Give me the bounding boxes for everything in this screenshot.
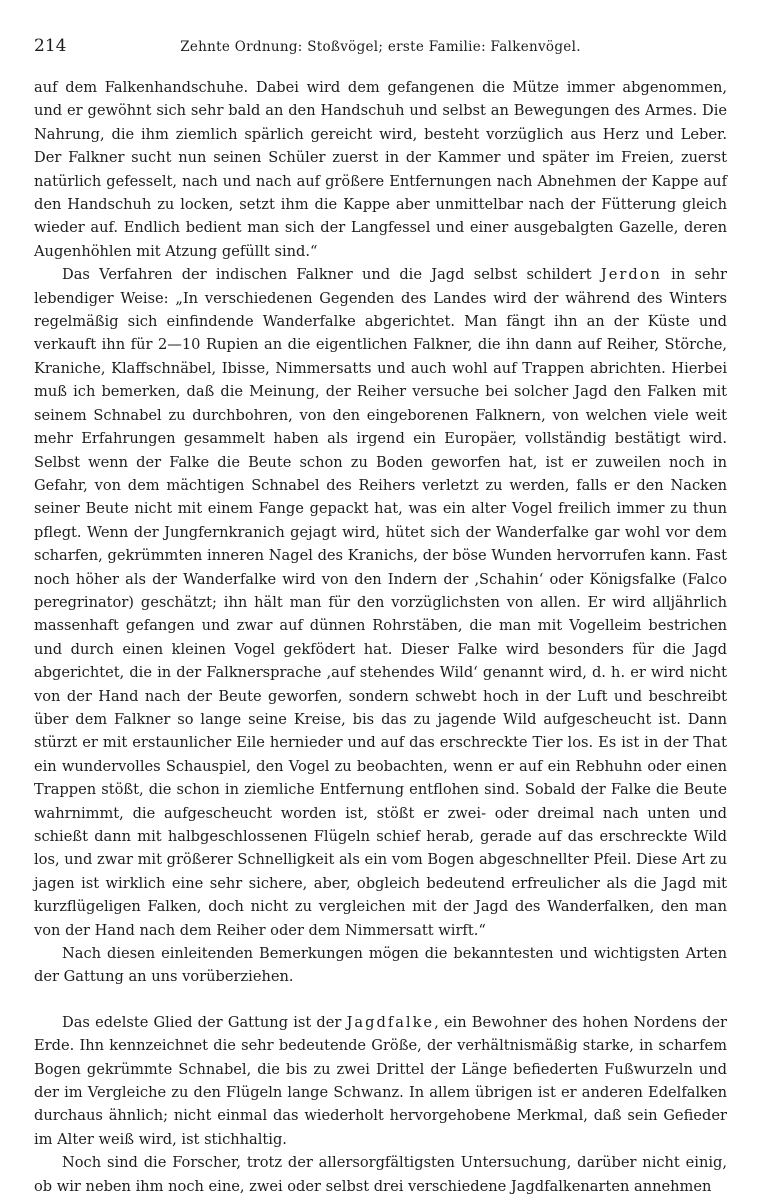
- paragraph: [34, 263, 727, 942]
- paragraph-text: in sehr lebendiger Weise: „In verschiedenen Gegenden des Landes wird der während des Winters regelmäßig sich einfindende Wanderfalke abgerichtet. Man fängt ihn an der Küste und verkauft ihn für 2—10 Rupien an die eigentlichen Falkner, die ihn dann auf Reiher, Störche, Kraniche, Klaffschnäbel, Ibisse, Nimmersatts und auch wohl auf Trappen abrichten. Hierbei muß ich bemerken, daß die Meinung, der Reiher versuche bei solcher Jagd den Falken mit seinem Schnabel zu durchbohren, von den eingeborenen Falknern, von welchen viele weit mehr Erfahrungen gesammelt haben als irgend ein Europäer, vollständig bestätigt wird. Selbst wenn der Falke die Beute schon zu Boden geworfen hat, ist er zuweilen noch in Gefahr, von dem mächtigen Schnabel des Reihers verletzt zu werden, falls er den Nacken seiner Beute nicht mit einem Fange gepackt hat, was ein alter Vogel freilich immer zu thun pflegt. Wenn der Jungfernkranich gejagt wird, hütet sich der Wanderfalke gar wohl vor dem scharfen, gekrümmten inneren Nagel des Kranichs, der böse Wunden hervorrufen kann. Fast noch höher als der Wanderfalke wird von den Indern der ‚Schahin‘ oder Königsfalke (Falco peregrinator) geschätzt; ihn hält man für den vorzüglichsten von allen. Er wird alljährlich massenhaft gefangen und zwar auf dünnen Rohrstäben, die man mit Vogelleim bestrichen und durch einen kleinen Vogel gekfödert hat. Dieser Falke wird besonders für die Jagd abgerichtet, die in der Falknersprache ‚auf stehendes Wild‘ genannt wird, d. h. er wird nicht von der Hand nach der Beute geworfen, sondern schwebt hoch in der Luft und beschreibt über dem Falkner so lange seine Kreise, bis das zu jagende Wild aufgescheucht ist. Dann stürzt er mit erstaunlicher Eile hernieder und auf das erschreckte Tier los. Es ist in der That ein wundervolles Schauspiel, den Vogel zu beobachten, wenn er auf ein Rebhuhn oder einen Trappen stößt, die schon in ziemliche Entfernung entflohen sind. Sobald der Falke die Beute wahrnimmt, die aufgescheucht worden ist, stößt er zwei- oder dreimal nach unten und schießt dann mit halbgeschlossenen Flügeln schief herab, gerade auf das erschreckte Wild los, und zwar mit größerer Schnelligkeit als ein vom Bogen abgeschnellter Pfeil. Diese Art zu jagen ist wirklich eine sehr sichere, aber, obgleich bedeutend erfreulicher als die Jagd mit kurzflügeligen Falken, doch nicht zu vergleichen mit der Jagd des Wanderfalken, den man von der Hand nach dem Reiher oder dem Nimmersatt wirft.“: [34, 266, 727, 939]
- paragraph-lead: Das edelste Glied der Gattung ist der: [62, 1013, 347, 1031]
- author-name: Jerdon: [600, 266, 662, 284]
- paragraph-text: Nach diesen einleitenden Bemerkungen mögen die bekanntesten und wichtigsten Arten der Gattung an uns vorüberziehen.: [34, 945, 727, 986]
- paragraph: [34, 942, 727, 989]
- running-head: Zehnte Ordnung: Stoßvögel; erste Familie: Falkenvögel.: [180, 39, 581, 55]
- paragraph-text: auf dem Falkenhandschuhe. Dabei wird dem gefangenen die Mütze immer abgenommen, und er gewöhnt sich sehr bald an den Handschuh und selbst an Bewegungen des Armes. Die Nahrung, die ihm ziemlich spärlich gereicht wird, besteht vorzüglich aus Herz und Leber. Der Falkner sucht nun seinen Schüler zuerst in der Kammer und später im Freien, zuerst natürlich gefesselt, nach und nach auf größere Entfernungen nach Abnehmen der Kappe auf den Handschuh zu locken, setzt ihm die Kappe aber unmittelbar nach der Fütterung gleich wieder auf. Endlich bedient man sich der Langfessel und einer ausgebalgten Gazelle, deren Augenhöhlen mit Atzung gefüllt sind.“: [34, 79, 727, 260]
- paragraph-text: , ein Bewohner des hohen Nordens der Erde. Ihn kennzeichnet die sehr bedeutende Größe, der verhältnismäßig starke, in scharfem Bogen gekrümmte Schnabel, die bis zu zwei Drittel der Länge befiederten Fußwurzeln und der im Vergleiche zu den Flügeln lange Schwanz. In allem übrigen ist er anderen Edelfalken durchaus ähnlich; nicht einmal das wiederholt hervorgehobene Merkmal, daß sein Gefieder im Alter weiß wird, ist stichhaltig.: [34, 1013, 727, 1148]
- species-name: Jagdfalke: [346, 1013, 435, 1031]
- paragraph: [34, 1151, 727, 1198]
- page-number: 214: [34, 36, 67, 56]
- paragraph: [34, 76, 727, 263]
- paragraph-lead: Das Verfahren der indischen Falkner und die Jagd selbst schildert: [62, 266, 601, 284]
- paragraph: [34, 1011, 727, 1151]
- body-text: [34, 76, 727, 1198]
- paragraph-text: Noch sind die Forscher, trotz der allersorgfältigsten Untersuchung, darüber nicht einig, ob wir neben ihm noch eine, zwei oder selbst drei verschiedene Jagdfalkenarten annehmen: [34, 1154, 727, 1195]
- page-header: [34, 36, 727, 62]
